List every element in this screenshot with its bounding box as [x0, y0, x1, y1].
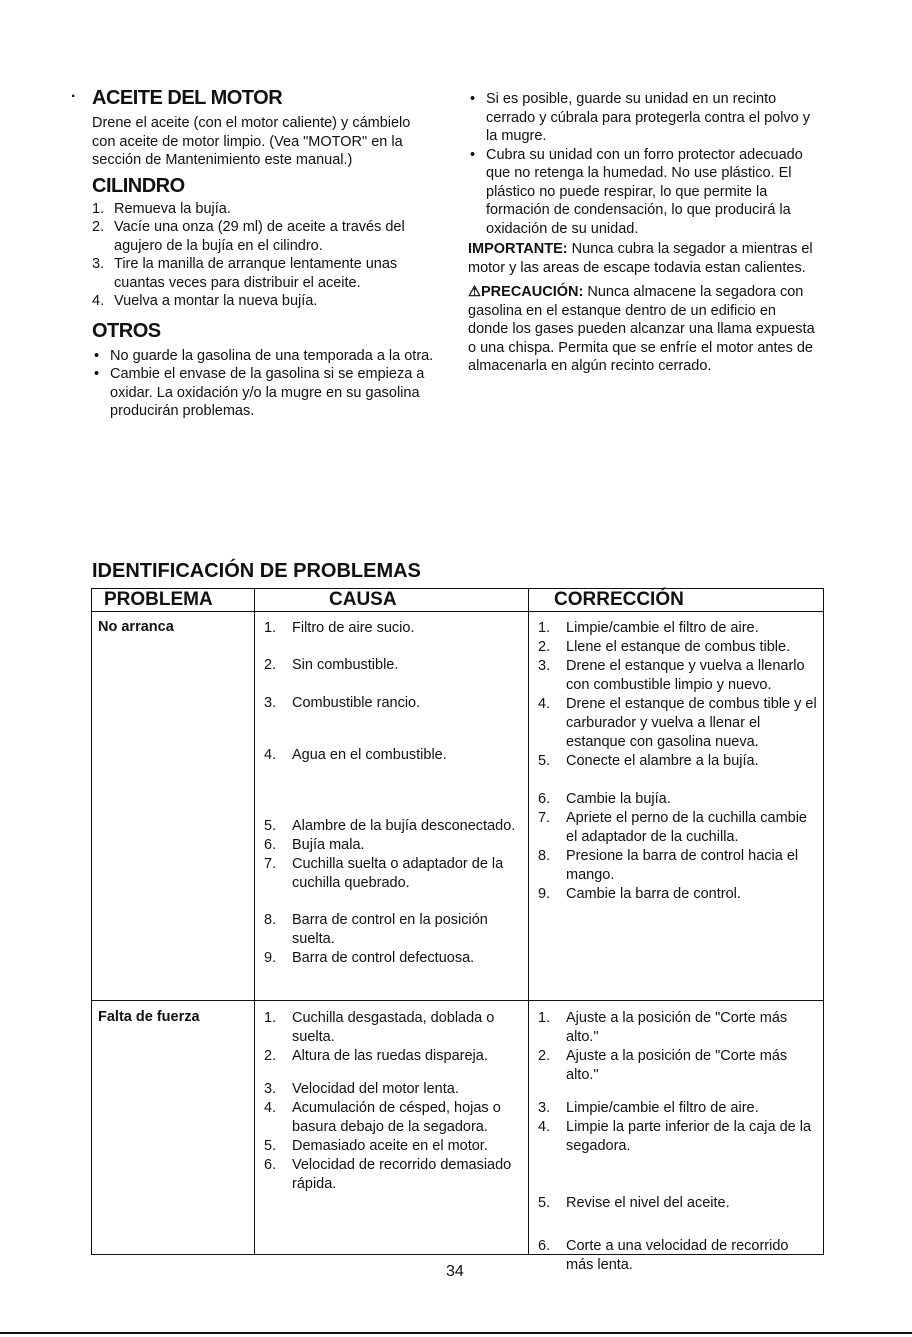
list-item: 8. Barra de control en la posición suelta.	[264, 912, 488, 947]
list-item: 4. Limpie la parte inferior de la caja de la segadora.	[538, 1119, 812, 1154]
list-item: 2. Ajuste a la posición de "Corte más alto."	[538, 1048, 788, 1083]
list-item: 1. Remueva la bujía.	[92, 200, 231, 217]
list-item: 7. Apriete el perno de la cuchilla cambie el adaptador de la cuchilla.	[538, 810, 807, 845]
list-item: 1. Limpie/cambie el filtro de aire.	[538, 620, 759, 636]
bottom-rule	[0, 1332, 912, 1334]
list-item: 2. Llene el estanque de combus tible.	[538, 639, 791, 655]
list-item: 7. Cuchilla suelta o adaptador de la cuchilla quebrado.	[264, 856, 504, 891]
troubleshooting-title: IDENTIFICACIÓN DE PROBLEMAS	[92, 560, 421, 582]
section-marker: .	[71, 84, 76, 101]
list-item: • Cubra su unidad con un forro protector adecuado que no retenga la humedad. No use plástico. El plástico no puede respirar, lo que permite la formación de condensación, lo que producirá la oxidación de su unidad.	[470, 146, 803, 237]
importante-label: IMPORTANTE:	[468, 241, 568, 257]
causes-list	[264, 619, 522, 968]
list-item: • No guarde la gasolina de una temporada a la otra.	[94, 347, 434, 364]
problem-cell: No arranca	[98, 619, 174, 635]
page-number: 34	[446, 1263, 464, 1280]
list-item: 3. Combustible rancio.	[264, 695, 421, 711]
corrections-list	[538, 619, 818, 904]
storage-list	[468, 90, 818, 238]
otros-list	[92, 347, 437, 421]
list-item: 3. Drene el estanque y vuelva a llenarlo con combustible limpio y nuevo.	[538, 658, 805, 693]
header-problema: PROBLEMA	[104, 589, 213, 610]
list-item: 4. Acumulación de césped, hojas o basura debajo de la segadora.	[264, 1100, 501, 1135]
list-item: 6. Velocidad de recorrido demasiado rápida.	[264, 1157, 512, 1192]
list-item: 2. Altura de las ruedas dispareja.	[264, 1048, 488, 1064]
list-item: 1. Ajuste a la posición de "Corte más alto."	[538, 1010, 788, 1045]
precaucion-text: Nunca almacene la segadora con gasolina en el estanque dentro de un edificio en donde los gases pueden alcanzar una llama expuesta o una chispa. Permita que se enfríe el motor antes de almacenarla en algún recinto cerrado.	[468, 284, 815, 374]
list-item: 4. Drene el estanque de combus tible y el carburador y vuelva a llenar el estanque con gasolina nueva.	[538, 696, 817, 750]
otros-heading: OTROS	[92, 319, 161, 342]
precaucion-note	[468, 283, 818, 376]
importante-text: Nunca cubra la segador a mientras el motor y las areas de escape todavia estan calientes.	[468, 241, 813, 276]
list-item: • Si es posible, guarde su unidad en un recinto cerrado y cúbrala para protegerla contra el polvo y la mugre.	[470, 91, 811, 144]
problem-cell: Falta de fuerza	[98, 1009, 200, 1025]
list-item: 3. Velocidad del motor lenta.	[264, 1081, 459, 1097]
header-divider	[92, 611, 823, 612]
list-item: 5. Revise el nivel del aceite.	[538, 1195, 730, 1211]
list-item: 5. Demasiado aceite en el motor.	[264, 1138, 488, 1154]
column-divider	[528, 589, 529, 1254]
list-item: 6. Cambie la bujía.	[538, 791, 671, 807]
list-item: 5. Alambre de la bujía desconectado.	[264, 818, 516, 834]
list-item: 6. Corte a una velocidad de recorrido más lenta.	[538, 1238, 789, 1273]
corrections-list	[538, 1009, 818, 1275]
list-item: 1. Cuchilla desgastada, doblada o suelta.	[264, 1010, 495, 1045]
list-item: 4. Vuelva a montar la nueva bujía.	[92, 293, 318, 309]
header-causa: CAUSA	[329, 589, 397, 610]
cilindro-heading: CILINDRO	[92, 174, 185, 197]
list-item: 3. Limpie/cambie el filtro de aire.	[538, 1100, 759, 1116]
list-item: 3. Tire la manilla de arranque lentamente unas cuantas veces para distribuir el aceite.	[92, 256, 398, 291]
right-column	[468, 90, 818, 376]
column-divider	[254, 589, 255, 1254]
importante-note	[468, 240, 818, 277]
list-item: 6. Bujía mala.	[264, 837, 365, 853]
precaucion-label: PRECAUCIÓN:	[481, 284, 584, 300]
warning-triangle-icon: ⚠	[468, 284, 481, 300]
cilindro-list	[92, 200, 437, 311]
aceite-heading: ACEITE DEL MOTOR	[92, 87, 283, 109]
list-item: 9. Cambie la barra de control.	[538, 886, 741, 902]
list-item: 5. Conecte el alambre a la bujía.	[538, 753, 759, 769]
list-item: 8. Presione la barra de control hacia el mango.	[538, 848, 799, 883]
row-divider	[92, 1000, 823, 1001]
list-item: 1. Filtro de aire sucio.	[264, 620, 415, 636]
list-item: • Cambie el envase de la gasolina si se empieza a oxidar. La oxidación y/o la mugre en su gasolina producirán problemas.	[94, 366, 425, 419]
list-item: 2. Sin combustible.	[264, 657, 399, 673]
aceite-text: Drene el aceite (con el motor caliente) y cámbielo con aceite de motor limpio. (Vea "MOTOR" en la sección de Mantenimiento este manual.)	[92, 115, 411, 168]
list-item: 9. Barra de control defectuosa.	[264, 950, 475, 966]
list-item: 2. Vacíe una onza (29 ml) de aceite a través del agujero de la bujía en el cilindro.	[92, 219, 405, 254]
header-correccion: CORRECCIÓN	[554, 589, 684, 610]
causes-list	[264, 1009, 522, 1194]
left-column	[92, 86, 437, 421]
list-item: 4. Agua en el combustible.	[264, 747, 447, 763]
